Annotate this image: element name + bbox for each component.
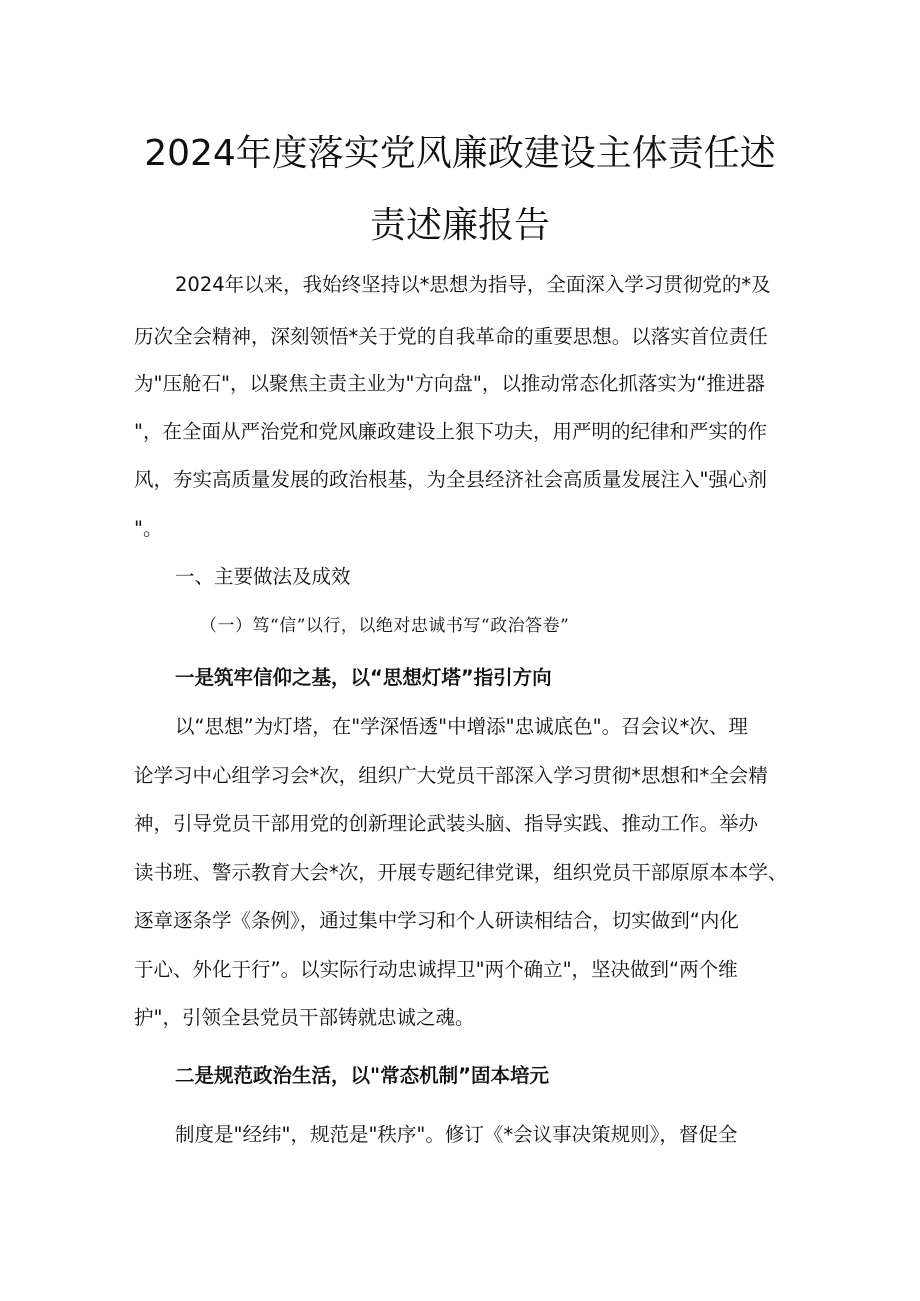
- document-title-line-2: 责述廉报告: [369, 205, 550, 246]
- intro-line: "，在全面从严治党和党风廉政建设上狠下功夫，用严明的纪律和严实的作: [134, 420, 767, 443]
- intro-line: 2024年以来，我始终坚持以*思想为指导，全面深入学习贯彻党的*及: [175, 273, 771, 296]
- point1-line: 护"，引领全县党员干部铸就忠诚之魂。: [134, 1006, 475, 1029]
- intro-line: 为"压舱石"，以聚焦主责主业为"方向盘"，以推动常态化抓落实为“推进器: [134, 372, 765, 395]
- point1-line: 于心、外化于行”。以实际行动忠诚捍卫"两个确立"，坚决做到“两个维: [134, 958, 738, 981]
- document-title-line-1: 2024年度落实党风廉政建设主体责任述: [144, 133, 776, 174]
- point1-line: 以“思想”为灯塔，在"学深悟透"中增添"忠诚底色"。召会议*次、理: [175, 715, 748, 738]
- point-heading: 一是筑牢信仰之基，以“思想灯塔”指引方向: [175, 666, 552, 689]
- point1-line: 神，引导党员干部用党的创新理论武装头脑、指导实践、推动工作。举办: [134, 812, 759, 835]
- intro-line: "。: [134, 517, 163, 540]
- subsection-heading: （一）笃“信”以行，以绝对忠诚书写“政治答卷”: [200, 616, 570, 636]
- point1-line: 读书班、警示教育大会*次，开展专题纪律党课，组织党员干部原原本本学、: [134, 861, 788, 884]
- point1-line: 逐章逐条学《条例》，通过集中学习和个人研读相结合，切实做到“内化: [134, 909, 739, 932]
- point1-line: 论学习中心组学习会*次，组织广大党员干部深入学习贯彻*思想和*全会精: [134, 764, 768, 787]
- intro-line: 历次全会精神，深刻领悟*关于党的自我革命的重要思想。以落实首位责任: [134, 325, 768, 348]
- point-heading: 二是规范政治生活，以"常态机制”固本培元: [175, 1064, 549, 1087]
- intro-line: 风，夯实高质量发展的政治根基，为全县经济社会高质量发展注入"强心剂: [134, 468, 767, 491]
- point2-line: 制度是"经纬"，规范是"秩序"。修订《*会议事决策规则》，督促全: [175, 1123, 738, 1146]
- section-heading: 一、主要做法及成效: [175, 565, 351, 588]
